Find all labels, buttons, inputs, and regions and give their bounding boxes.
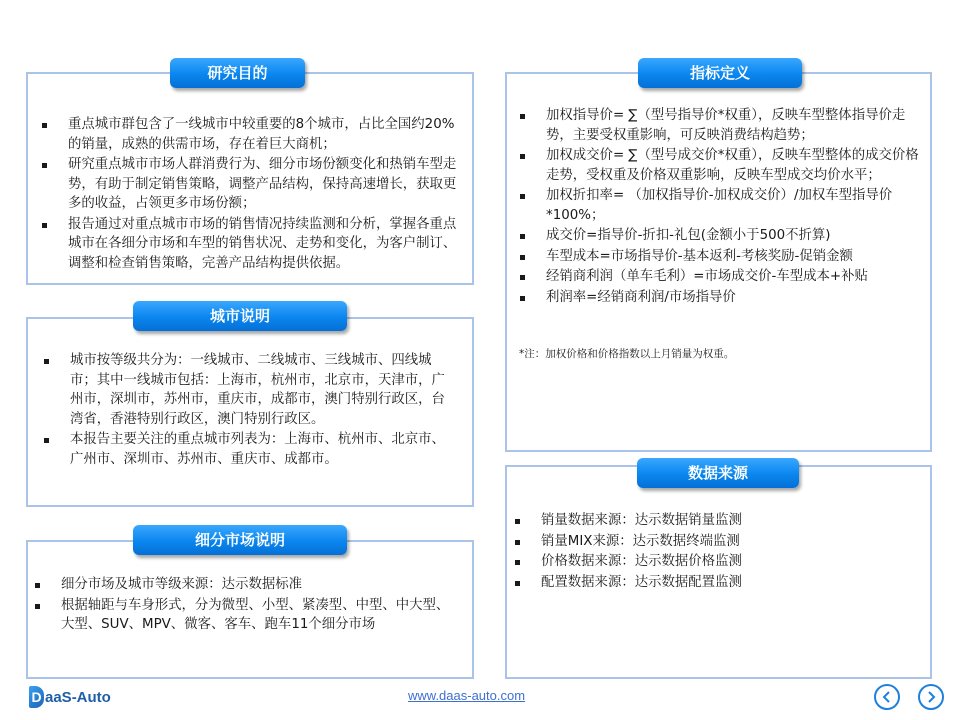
segment-title: 细分市场说明: [133, 525, 347, 555]
segment-list: [34, 575, 452, 636]
bullet-icon: [515, 540, 520, 545]
list-item: 本报告主要关注的重点城市列表为：上海市、杭州市、北京市、广州市、深圳市、苏州市、重庆市、成都市。: [43, 430, 447, 469]
list-item: 根据轴距与车身形式，分为微型、小型、紧凑型、中型、中大型、大型、SUV、MPV、微客、客车、跑车11个细分市场: [34, 596, 452, 635]
logo-mark: D: [29, 686, 44, 708]
bullet-icon: [35, 604, 40, 609]
city-panel: [26, 317, 474, 507]
list-item: 细分市场及城市等级来源：达示数据标准: [34, 575, 452, 595]
bullet-icon: [520, 234, 525, 239]
bullet-icon: [42, 163, 47, 168]
list-item: 利润率=经销商利润/市场指导价: [519, 288, 923, 308]
source-list: [514, 511, 918, 593]
definition-note: *注：加权价格和价格指数以上月销量为权重。: [519, 348, 735, 360]
bullet-icon: [520, 154, 525, 159]
city-title: 城市说明: [133, 301, 347, 331]
bullet-icon: [515, 560, 520, 565]
bullet-icon: [520, 194, 525, 199]
list-item: 研究重点城市市场人群消费行为、细分市场份额变化和热销车型走势，有助于制定销售策略，调整产品结构，保持高速增长，获取更多的收益，占领更多市场份额；: [41, 155, 461, 214]
source-panel: [505, 465, 932, 679]
logo-text: aaS-Auto: [45, 688, 111, 706]
bullet-icon: [520, 275, 525, 280]
purpose-panel: [26, 72, 474, 285]
list-item: 销量数据来源：达示数据销量监测: [514, 511, 918, 531]
list-item: 加权成交价= ∑（型号成交价*权重），反映车型整体的成交价格走势，受权重及价格双重影响，反映车型成交均价水平；: [519, 146, 923, 185]
bullet-icon: [42, 123, 47, 128]
bullet-icon: [35, 583, 40, 588]
daas-auto-logo: [29, 685, 111, 709]
bullet-icon: [520, 255, 525, 260]
list-item: 价格数据来源：达示数据价格监测: [514, 552, 918, 572]
definition-list: [519, 106, 923, 308]
list-item: 销量MIX来源：达示数据终端监测: [514, 532, 918, 552]
next-page-button[interactable]: [918, 684, 944, 710]
list-item: 重点城市群包含了一线城市中较重要的8个城市，占比全国约20%的销量，成熟的供需市场，存在着巨大商机；: [41, 115, 461, 154]
definition-panel: [505, 72, 932, 452]
chevron-right-icon: [924, 690, 938, 704]
bullet-icon: [515, 581, 520, 586]
bullet-icon: [44, 438, 49, 443]
list-item: 城市按等级共分为：一线城市、二线城市、三线城市、四线城市；其中一线城市包括：上海市，杭州市，北京市，天津市，广州市，深圳市，苏州市，重庆市，成都市，澳门特别行政区，台湾省，香港特别行政区，澳门特别行政区。: [43, 351, 447, 429]
list-item: 经销商利润（单车毛利）=市场成交价-车型成本+补贴: [519, 267, 923, 287]
bullet-icon: [44, 359, 49, 364]
list-item: 报告通过对重点城市市场的销售情况持续监测和分析，掌握各重点城市在各细分市场和车型的销售状况、走势和变化，为客户制订、调整和检查销售策略，完善产品结构提供依据。: [41, 215, 461, 274]
list-item: 配置数据来源：达示数据配置监测: [514, 573, 918, 593]
prev-page-button[interactable]: [874, 684, 900, 710]
purpose-list: [41, 115, 461, 274]
bullet-icon: [520, 114, 525, 119]
list-item: 成交价=指导价-折扣-礼包(金额小于500不折算): [519, 226, 923, 246]
definition-title: 指标定义: [638, 58, 802, 88]
purpose-title: 研究目的: [170, 58, 305, 88]
website-link[interactable]: www.daas-auto.com: [408, 688, 526, 703]
bullet-icon: [42, 223, 47, 228]
list-item: 车型成本=市场指导价-基本返利-考核奖励-促销金额: [519, 247, 923, 267]
city-list: [43, 351, 447, 470]
source-title: 数据来源: [637, 458, 799, 488]
bullet-icon: [515, 519, 520, 524]
bullet-icon: [520, 296, 525, 301]
chevron-left-icon: [880, 690, 894, 704]
list-item: 加权折扣率= （加权指导价-加权成交价）/加权车型指导价*100%；: [519, 186, 923, 225]
segment-panel: [26, 540, 474, 679]
list-item: 加权指导价= ∑（型号指导价*权重），反映车型整体指导价走势，主要受权重影响，可反映消费结构趋势；: [519, 106, 923, 145]
